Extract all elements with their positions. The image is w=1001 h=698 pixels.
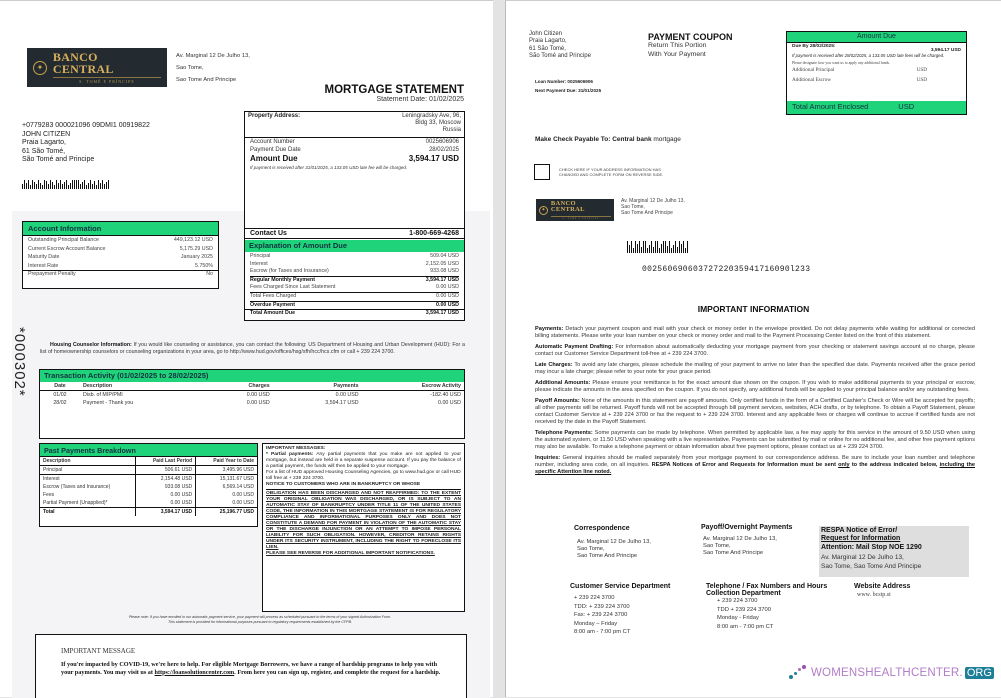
explanation-header: Explanation of Amount Due	[245, 240, 464, 252]
column-header: Escrow Activity	[421, 383, 461, 389]
amount-due-header: Amount Due	[787, 32, 966, 43]
statement-page-coupon	[505, 0, 1001, 697]
row-value: 0.00 USD	[436, 301, 459, 308]
respa-address: Sao Tome, Sao Tome And Principe	[821, 563, 922, 570]
messages-title: IMPORTANT MESSAGES:	[266, 446, 326, 451]
info-paragraph	[535, 398, 975, 426]
address-line: Sao Tome And Principe	[577, 553, 638, 560]
account-info-box	[22, 221, 219, 289]
hud-text: For a list of HUD approved Housing Counseling Agencies, go to www.hud.gov or call HUD toll free at + 239 224 3700.	[266, 470, 461, 481]
logo-name: BANCO CENTRAL	[52, 50, 114, 76]
table-cell: 0.00 USD	[196, 499, 257, 508]
section-title: Customer Service Department	[570, 583, 671, 590]
contact-line: 8:00 am - 7:00 pm CT	[717, 623, 774, 630]
bird-logo-icon: ✦	[539, 206, 548, 215]
explanation-rows	[245, 253, 464, 318]
logo-subtitle: S. TOMÉ E PRÍNCIPE	[551, 216, 611, 220]
table-row	[40, 399, 464, 407]
contact-line: Monday - Friday	[717, 615, 759, 621]
past-payments-table	[40, 457, 257, 516]
paragraph-text: General inquiries should be mailed separately from your mortgage payment to our correspondence address. Be sure to include your loan number and telephone number, including area code, on all inquiries.	[535, 455, 975, 468]
paragraph-label: Telephone Payments:	[535, 430, 593, 436]
property-address-line: Leningradsky Ave, 96,	[402, 113, 461, 119]
account-number-row	[250, 139, 459, 147]
additional-escrow-row[interactable]	[792, 76, 927, 85]
transactions-table	[40, 382, 464, 407]
due-date: 28/02/2025	[428, 146, 459, 153]
checkbox-text-line: CHANGED AND COMPLETE FORM ON REVERSE SIDE.	[559, 172, 664, 177]
table-cell: Principal	[43, 467, 63, 473]
address-line: Av. Marginal 12 De Julho 13,	[703, 536, 777, 542]
address-line: Sao Tome And Principe	[176, 77, 237, 83]
important-info-title: IMPORTANT INFORMATION	[697, 304, 810, 314]
row-value: 0.00 USD	[436, 284, 459, 291]
important-message-text	[61, 661, 441, 676]
address-line: Av. Marginal 12 De Julho 13,	[176, 53, 250, 59]
row-label: Total Amount Due	[250, 310, 296, 317]
property-address-label: Property Address:	[248, 113, 301, 119]
table-cell: Disb. of MIP/PMI	[83, 392, 123, 398]
inquiries-paragraph	[535, 455, 975, 476]
bank-logo-small	[536, 199, 614, 221]
contact-line: Fax: + 239 224 3700	[574, 612, 628, 618]
label: Additional Principal	[792, 67, 835, 73]
sender-line: 61 São Tomé,	[529, 45, 566, 52]
column-header: Paid Year to Date	[196, 457, 257, 466]
contact-line: 8:00 am - 7:00 pm CT	[574, 629, 631, 635]
row-value: 5,175.29 USD	[179, 245, 213, 252]
designate-note: Please designate how you want us to apply any additional funds.	[792, 61, 890, 65]
info-paragraph	[535, 430, 975, 451]
table-row	[40, 499, 257, 508]
statement-date: Statement Date: 01/02/2025	[376, 96, 464, 103]
column-header: Payments	[333, 383, 359, 389]
important-info-paragraphs	[535, 326, 975, 476]
table-cell: Payment - Thank you	[83, 400, 134, 406]
contact-line: + 239 224 3700	[574, 595, 615, 601]
explanation-row	[250, 284, 459, 292]
table-cell: Partial Payment (Unapplied)*	[43, 500, 108, 506]
bank-address-small	[621, 198, 685, 216]
table-cell: 0.00 USD	[136, 499, 196, 508]
table-cell: 2,154.48 USD	[136, 475, 196, 484]
past-payments-box	[39, 443, 258, 527]
contact-label: Contact Us	[250, 230, 287, 237]
contact-phone-link[interactable]: 1-800-669-4268	[409, 230, 459, 237]
info-paragraph	[535, 362, 975, 376]
table-cell: Fees	[43, 492, 55, 498]
account-info-row	[28, 253, 213, 262]
info-paragraph	[535, 380, 975, 394]
table-cell: 506.61 USD	[136, 466, 196, 475]
account-info-header: Account Information	[23, 222, 218, 236]
paragraph-label: Additional Amounts:	[535, 380, 591, 386]
table-cell: 0.00 USD	[246, 400, 270, 406]
respa-note: RESPA Notices of Error and Requests for Information must be sent	[649, 462, 839, 468]
coupon-subtitle: With Your Payment	[648, 50, 706, 58]
respa-subtitle: Request for Information	[821, 535, 901, 542]
table-cell: Total	[43, 509, 55, 515]
recipient-address-line: São Tomé and Principe	[22, 156, 95, 164]
row-value: 509.04 USD	[430, 253, 459, 259]
respa-attention: Attention: Mail Stop NOE 1290	[821, 544, 922, 551]
column-header: Charges	[248, 383, 270, 389]
account-number: 0025606906	[425, 139, 459, 145]
dots-logo-icon	[789, 665, 809, 681]
see-reverse-note: PLEASE SEE REVERSE FOR ADDITIONAL IMPORTANT NOTIFICATIONS.	[266, 551, 435, 556]
address-line: Sao Tome,	[577, 546, 605, 553]
recipient-block	[22, 122, 150, 165]
micr-line: 00256069060372722035941716090l233	[642, 265, 811, 274]
table-cell: 28/02	[53, 400, 67, 406]
address-change-checkbox[interactable]	[534, 164, 550, 180]
total-label: Total Amount Enclosed	[792, 102, 869, 111]
paragraph-text: Detach your payment coupon and mail with your check or money order in the envelope provided. Do not delay payments while waiting for additional or corrected billing statements. Please write your loan number on your check or money order and mail to the Payment Processing Center listed on the front of this statement.	[535, 326, 975, 339]
section-title: Telephone / Fax Numbers and Hours	[706, 583, 828, 590]
row-value: 0.00 USD	[436, 292, 459, 299]
currency: USD	[916, 77, 927, 83]
contact-line: + 239 224 3700	[717, 598, 758, 604]
due-date-row	[250, 147, 459, 155]
watermark-logo	[789, 665, 994, 681]
coupon-title-block	[648, 32, 733, 59]
row-label: Outstanding Principal Balance	[28, 237, 99, 243]
currency: USD	[916, 67, 927, 73]
bank-logo	[27, 48, 167, 87]
row-value: 3,594.17 USD	[425, 310, 459, 317]
address-line: Sao Tome And Principe	[703, 550, 764, 557]
footnote	[60, 615, 460, 625]
bankruptcy-notice-body	[266, 491, 461, 551]
attention-note: including the specific Attention line noted.	[535, 462, 976, 475]
table-cell: -182.40 USD	[430, 392, 461, 398]
paragraph-label: Payments:	[535, 326, 564, 332]
footnote-line: This statement is provided for informational purposes pursuant to regulatory requirements established by the CFPB.	[168, 620, 352, 624]
additional-principal-row[interactable]	[792, 65, 927, 76]
payable-label: Make Check Payable To: Central bank	[535, 136, 652, 143]
recipient-address-line: 61 São Tomé,	[22, 147, 66, 155]
housing-label: Housing Counselor Information:	[50, 342, 132, 348]
total-currency: USD	[898, 102, 915, 111]
message-text: If you're impacted by COVID-19, we're here to help. For eligible Mortgage Borrowers, we have a range of hardship programs to help you with your payments. You may visit us at	[61, 661, 438, 676]
table-cell: 25,196.77 USD	[196, 508, 257, 517]
amount-due-row	[250, 154, 459, 163]
address-line: Sao Tome,	[703, 543, 731, 550]
transaction-activity-box	[39, 369, 465, 439]
section-subtitle: Collection Department	[706, 590, 781, 597]
explanation-row	[250, 276, 459, 285]
table-row	[40, 491, 257, 499]
address-line: Av. Marginal 12 De Julho 13,	[577, 539, 651, 545]
important-message-title: IMPORTANT MESSAGE	[61, 647, 136, 655]
payable-suffix: mortgage	[651, 136, 681, 143]
important-messages-box	[262, 443, 465, 612]
table-cell: 933.08 USD	[136, 483, 196, 491]
table-cell: 3,495.96 USD	[196, 466, 257, 475]
checkbox-text	[559, 167, 663, 177]
explanation-row	[250, 253, 459, 261]
respa-address: Av. Marginal 12 De Julho 13,	[821, 554, 904, 561]
paragraph-text: None of the amounts in this statement are payoff amounts. Only certified funds in the form of a Certified Cashier's Check or Wire will be accepted for payoffs; all other payments will be returned. Payoff funds will not be accepted through bill payment services, websites, ACH drafts, or by telephone. To obtain a Payoff Statement, please contact Customer Service at + 239 224 3700 or fax the request to + 239 224 3700. Interest and any applicable fees or charges will continue to accrue if certified funds are not received by the date in the Payoff Statement.	[535, 398, 975, 425]
amount-due-box	[786, 31, 967, 115]
row-value: No	[206, 271, 213, 278]
logo-name: BANCO CENTRAL	[550, 199, 585, 213]
recipient-address-line: Praia Lagarto,	[22, 139, 66, 147]
respa-title: RESPA Notice of Error/	[821, 527, 898, 534]
page-title: MORTGAGE STATEMENT	[324, 84, 464, 96]
past-payments-header: Past Payments Breakdown	[40, 444, 257, 457]
table-cell: 0.00 USD	[246, 392, 270, 398]
explanation-row	[250, 261, 459, 269]
label: Amount Due	[250, 154, 298, 163]
row-label: Overdue Payment	[250, 301, 296, 308]
row-value: January 2025	[180, 254, 213, 261]
row-label: Interest Rate	[28, 262, 59, 269]
row-label: Fees Charged Since Last Statement	[250, 284, 336, 291]
loan-info	[535, 77, 601, 95]
paragraph-label: Inquiries:	[535, 455, 561, 461]
contact-line: TDD + 239 224 3700	[717, 606, 771, 613]
customer-service-block	[570, 583, 670, 637]
telephone-block	[706, 583, 827, 631]
section-title: Payoff/Overnight Payments	[701, 524, 793, 531]
row-label: Current Escrow Account Balance	[28, 245, 106, 252]
table-header	[40, 457, 257, 466]
housing-text: If you would like counseling or assistance, you can contact the following: US Department of Housing and Urban Development (HUD): For a list of homeownership counselors or counseling organizations in your area, go to http://www.hud.gov/offices/hsg/sfh/hcc/hcs.cfm or call + 239 224 3700.	[40, 342, 465, 355]
paragraph-text: Some payments can be made by telephone. When permitted by applicable law, a fee may apply for this service in the amount of 9.50 USD when using the automated system, or 11.50 USD when speaking with a live representative. Payments can be submitted by mail or online for no additional fee, and other free payment options may also be available. To make a telephone payment or obtain information about free payment options, please contact us at + 239 224 3700.	[535, 430, 975, 450]
label: Additional Escrow	[792, 77, 832, 83]
address-line: Sao Tome And Principe	[621, 210, 673, 216]
loan-solution-link[interactable]: https://loansolutioncenter.com	[154, 668, 235, 676]
statement-page-front	[0, 0, 493, 697]
account-info-row	[28, 236, 213, 245]
table-cell: 0.00 USD	[438, 400, 461, 406]
sender-block	[529, 31, 591, 60]
label: Payment Due Date	[250, 146, 301, 153]
row-value: 5.750%	[195, 262, 213, 269]
message-text: . From here you can sign up, register, and complete the request for a hardship.	[234, 668, 441, 676]
column-header: Paid Last Period	[136, 457, 196, 466]
account-info-row	[28, 245, 213, 254]
row-value: 3,594.17 USD	[425, 276, 459, 283]
partial-text: Any partial payments that you make are not applied to your mortgage, but instead are held in a separate suspense account. If you pay the balance of a partial payment, the funds will then be applied to your mortgage.	[266, 452, 461, 469]
recipient-name: JOHN CITIZEN	[22, 130, 71, 138]
contact-us-row	[245, 228, 464, 239]
column-header: Date	[54, 383, 66, 389]
row-label: Maturity Date	[28, 254, 60, 261]
contact-line: Monday – Friday	[574, 620, 618, 627]
table-row	[40, 475, 257, 484]
paragraph-label: Payoff Amounts:	[535, 398, 580, 404]
account-info-row	[28, 262, 213, 271]
next-payment-due: Next Payment Due: 31/01/2025	[535, 88, 602, 93]
transactions-header: Transaction Activity (01/02/2025 to 28/02/2025)	[40, 370, 464, 382]
row-label: Prepayment Penalty	[28, 271, 76, 278]
table-cell: 6,569.14 USD	[196, 483, 257, 491]
footnote-line: Please note: If you have enrolled in our automatic payment service, your payment will process as scheduled pursuant to the terms of your signed Authorization Form.	[128, 615, 392, 619]
table-row	[40, 483, 257, 491]
total-enclosed-row[interactable]	[787, 101, 966, 114]
side-tracking-code: *000302*	[11, 327, 28, 397]
label: Account Number	[250, 139, 295, 145]
statement-header	[325, 84, 464, 103]
column-header: Description	[83, 383, 113, 389]
property-address-line: Russia	[442, 127, 461, 133]
explanation-row	[250, 268, 459, 276]
loan-number: Loan Number: 0025606906	[535, 79, 593, 84]
explanation-row	[250, 301, 459, 310]
table-cell: 0.00 USD	[136, 491, 196, 499]
info-paragraph	[535, 326, 975, 340]
paragraph-text: For information about automatically deducting your mortgage payment from your checking or statement savings account at no charge, please contact our Customer Service Department toll-free at + 239 224 3700.	[535, 344, 975, 357]
postal-barcode-icon	[22, 179, 109, 189]
table-cell: 3,594.17 USD	[136, 508, 196, 517]
paragraph-text: Please ensure your remittance is for the exact amount due shown on the coupon. If you wish to make additional payments to your principal or escrow, please indicate the amounts in the area specified on the coupon. If you do not specify, any additional funds will be applied to your principal balance and/or any outstanding fees.	[535, 380, 975, 393]
total-row	[40, 508, 257, 517]
amount-due: 3,594.17 USD	[408, 154, 459, 163]
table-cell: Escrow (Taxes and Insurance)	[43, 484, 111, 490]
partial-label: * Partial payments:	[266, 452, 314, 457]
watermark-text: WOMENSHEALTHCENTER.	[811, 667, 963, 679]
sender-line: São Tomé and Principe	[529, 52, 591, 59]
paragraph-label: Late Charges:	[535, 362, 573, 368]
row-label: Escrow (for Taxes and Insurance)	[250, 268, 329, 275]
table-cell: 0.00 USD	[335, 392, 359, 398]
housing-counselor-info	[40, 342, 465, 356]
table-cell: Interest	[43, 476, 60, 482]
respa-note: to the address indicated below,	[849, 462, 940, 468]
row-value: 2,152.05 USD	[425, 260, 459, 267]
late-fee-note: If payment is received after 31/01/2025, a 133.05 USD late fee will be charged.	[250, 165, 408, 170]
column-header: Description	[43, 458, 71, 464]
only-emphasis: only	[838, 462, 850, 468]
table-header	[40, 382, 464, 391]
table-cell: 01/02	[53, 392, 67, 398]
explanation-row	[245, 309, 464, 318]
bank-address	[176, 50, 250, 86]
property-address-row	[245, 112, 464, 138]
respa-block	[819, 526, 969, 577]
coupon-title: PAYMENT COUPON	[648, 32, 733, 42]
contact-line: TDD: + 239 224 3700	[574, 603, 630, 610]
website-block	[854, 583, 910, 598]
due-by-row	[792, 44, 961, 53]
late-note: If payment is received after 28/02/2025, a 133.05 USD late fees will be charged.	[792, 53, 945, 58]
notice-body-text: OBLIGATION HAS BEEN DISCHARGED AND NOT REAFFIRMED: TO THE EXTENT YOUR ORIGINAL OBLIGATION WAS DISCHARGED, OR IS SUBJECT TO AN AUTOMATIC STAY OF BANKRUPTCY UNDER TITLE 11 OF THE UNITED STATES CODE, THE INFORMATION IN THIS MORTGAGE STATEMENT IS FOR REGULATORY COMPLIANCE AND INFORMATIONAL PURPOSES ONLY AND DOES NOT CONSTITUTE A DEMAND FOR PAYMENT IN VIOLATION OF THE AUTOMATIC STAY OR THE DISCHARGE INJUNCTION OR AN ATTEMPT TO IMPOSE PERSONAL LIABILITY FOR SUCH OBLIGATION. HOWEVER, CREDITOR RETAINS RIGHTS UNDER ITS SECURITY INSTRUMENT, INCLUDING THE RIGHT TO FORECLOSE ITS LIEN.	[266, 491, 461, 550]
correspondence-block	[574, 525, 651, 561]
address-line: Sao Tome,	[621, 204, 645, 210]
payable-to	[535, 136, 681, 143]
table-cell: 3,594.17 USD	[325, 400, 359, 406]
account-info-rows	[23, 236, 218, 278]
sender-line: John Citizen	[529, 31, 563, 37]
due-by-label: Due By 28/02/2025:	[792, 44, 836, 49]
sender-line: Praia Lagarto,	[529, 38, 567, 45]
property-address-line: Bldg 33, Moscow	[415, 120, 461, 126]
coupon-subtitle: Return This Portion	[648, 42, 707, 49]
address-line: Sao Tome,	[176, 65, 204, 71]
row-value: 449,123.12 USD	[173, 237, 213, 243]
address-line: Av. Marginal 12 De Julho 13,	[621, 198, 685, 204]
section-title: Website Address	[854, 583, 911, 590]
logo-subtitle: S. TOMÉ E PRÍNCIPE	[53, 77, 161, 84]
row-label: Principal	[250, 253, 271, 259]
table-row	[40, 466, 257, 475]
table-cell: 15,131.67 USD	[196, 475, 257, 484]
recipient-code-line: +0779283 000021096 09DMI1 00919822	[22, 122, 150, 129]
paragraph-text: To avoid any late charges, please schedule the mailing of your payment to arrive no later than the specified due date. Payments received after the grace period may incur a late charge; please refer to your note for your grace period.	[535, 362, 975, 375]
watermark-org: ORG	[966, 667, 992, 679]
important-message-box	[35, 634, 467, 698]
info-paragraph	[535, 344, 975, 358]
due-amount: 3,594.17 USD	[930, 48, 961, 53]
account-info-row	[23, 270, 218, 278]
paragraph-label: Automatic Payment Drafting:	[535, 344, 614, 350]
coupon-barcode-icon	[627, 241, 688, 253]
table-cell: 0.00 USD	[196, 491, 257, 499]
section-title: Correspondence	[574, 525, 630, 532]
payoff-block	[701, 524, 792, 558]
property-summary-box	[244, 111, 465, 321]
checkbox-text-line: CHECK HERE IF YOUR ADDRESS INFORMATION HAS	[559, 167, 661, 172]
row-label: Interest	[250, 260, 268, 267]
row-label: Total Fees Charged	[250, 292, 297, 299]
bankruptcy-notice-head: NOTICE TO CUSTOMERS WHO ARE IN BANKRUPTCY OR WHOSE	[266, 482, 461, 490]
row-label: Regular Monthly Payment	[250, 276, 316, 283]
table-row	[40, 391, 464, 400]
website-link[interactable]: www. bcstp.st	[857, 592, 891, 598]
explanation-row	[250, 292, 459, 301]
row-value: 933.08 USD	[430, 268, 459, 275]
bird-logo-icon: ✦	[33, 61, 47, 75]
